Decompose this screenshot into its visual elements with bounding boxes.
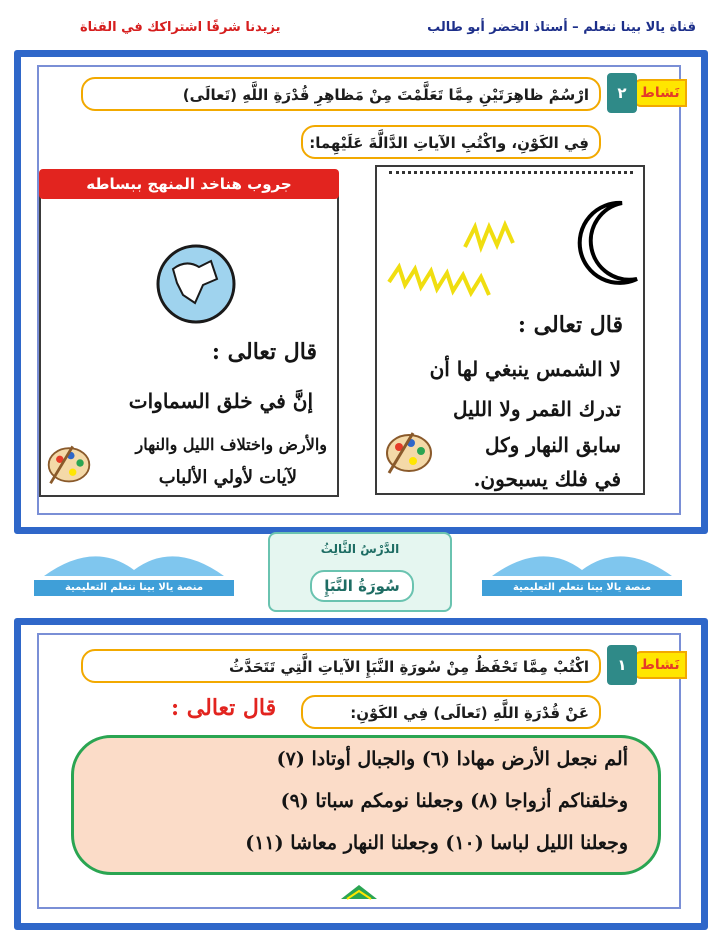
lesson-card <box>268 532 452 612</box>
activity1-heading: قال تعالى : <box>171 695 277 721</box>
right-card-line3: سابق النهار وكل <box>484 433 621 457</box>
left-card-line3: لآيات لأولي الألباب <box>158 467 297 488</box>
right-card-line1: لا الشمس ينبغي لها أن <box>429 357 621 381</box>
earth-globe-icon <box>151 239 241 329</box>
spiral-binding <box>389 171 633 188</box>
subscribe-note: يزيدنا شرفًا اشتراكك في القناة <box>80 20 281 35</box>
drawing-card-earth <box>39 187 339 497</box>
left-card-heading: قال تعالى : <box>211 339 317 365</box>
paint-palette-icon <box>383 425 435 477</box>
activity1-instruction-line2: عَنْ قُدْرَةِ اللَّهِ (تَعالَى) فِي الكَوْنِ: <box>301 695 601 729</box>
sun-rays-icon <box>385 207 535 307</box>
activity1-tag: نَشاط <box>633 651 687 679</box>
verse-line-1: ألم نجعل الأرض مهادا (٦) والجبال أوتادا (٧) <box>276 748 628 770</box>
drawing-card-sun-moon <box>375 165 645 495</box>
open-book-icon <box>34 540 234 580</box>
activity1-frame <box>14 618 708 930</box>
book-logo-right <box>482 540 682 596</box>
quran-book-icon <box>339 877 379 903</box>
activity2-instruction-line2: فِي الكَوْنِ، واكْتُبِ الآياتِ الدَّالَّةَ عَلَيْهِما: <box>301 125 601 159</box>
surah-name: سُورَةُ النَّبَإِ <box>310 570 414 602</box>
lesson-label: الدَّرْسُ الثَّالِثُ <box>320 542 400 556</box>
moon-icon <box>567 197 647 287</box>
right-card-heading: قال تعالى : <box>517 312 623 338</box>
activity1-instruction-line1: اكْتُبْ مِمَّا تَحْفَظُ مِنْ سُورَةِ النَّبَإِ الآياتِ الَّتِي تَتَحَدَّثُ <box>81 649 601 683</box>
right-card-line4: في فلك يسبحون. <box>473 467 621 491</box>
verse-line-3: وجعلنا الليل لباسا (١٠) وجعلنا النهار معاشا (١١) <box>245 832 628 854</box>
group-banner: جروب هناخد المنهج ببساطه <box>39 169 339 199</box>
left-card-line2: والأرض واختلاف الليل والنهار <box>135 435 327 454</box>
activity2-instruction-line1: ارْسُمْ ظاهِرَتَيْنِ مِمَّا تَعَلَّمْتَ مِنْ مَظاهِرِ قُدْرَةِ اللَّهِ (تَعالَى) <box>81 77 601 111</box>
paint-palette-icon <box>45 439 93 487</box>
book-logo-left <box>34 540 234 596</box>
activity2-tag: نَشاط <box>633 79 687 107</box>
platform-label-right: منصة يالا بينا نتعلم التعليمية <box>482 580 682 596</box>
right-card-line2: تدرك القمر ولا الليل <box>453 397 621 421</box>
verses-panel <box>71 735 661 875</box>
verse-line-2: وخلقناكم أزواجا (٨) وجعلنا نومكم سباتا (٩) <box>280 790 628 812</box>
left-card-line1: إنَّ في خلق السماوات <box>128 389 313 413</box>
activity2-frame <box>14 50 708 534</box>
platform-label-left: منصة يالا بينا نتعلم التعليمية <box>34 580 234 596</box>
activity1-number-lamp: ١ <box>607 645 637 685</box>
open-book-icon <box>482 540 682 580</box>
activity2-number-lamp: ٢ <box>607 73 637 113</box>
channel-credit: قناة يالا بينا نتعلم – أستاذ الخضر أبو طالب <box>427 20 696 35</box>
